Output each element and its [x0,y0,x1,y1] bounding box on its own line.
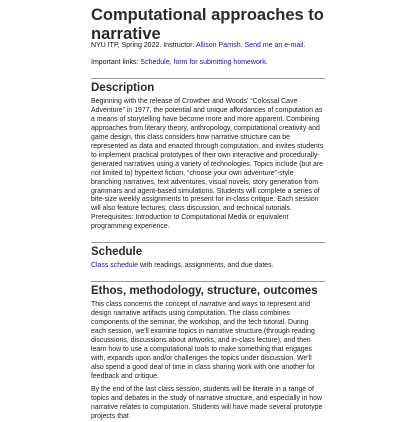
page-title: Computational approaches to narrative [91,6,324,43]
description-heading: Description [91,82,155,94]
schedule-text [91,262,325,271]
email-link[interactable]: Send me an e-mail [244,42,304,49]
instructor-separator: . [240,42,245,49]
ethos-paragraph-1 [91,301,325,382]
course-meta-suffix: . [303,42,306,49]
important-links-separator: , [169,59,174,66]
section-divider [91,281,325,282]
section-divider [91,78,325,79]
important-links-suffix: . [265,59,268,66]
course-meta [91,41,325,51]
homework-form-link[interactable]: form for submitting homework [173,59,266,66]
important-links-label: Important links: [91,59,139,66]
section-divider [91,242,325,243]
schedule-text-rest: with readings, assignments, and due dates. [138,262,274,269]
ethos-p1-before: This class concerns the concept of [91,301,200,308]
ethos-paragraph-2: By the end of the last class session, students will be literate in a range of topics and debates in the study of narrative structure, and especially in how narrative relates to computation. Students will have made several prototype projects that [91,386,323,420]
narrative-emphasis: narrative [199,301,227,308]
ethos-heading: Ethos, methodology, structure, outcomes [91,285,318,297]
instructor-link[interactable]: Allison Parrish [195,42,241,49]
important-links [91,58,325,68]
ethos-p1-after: and ways to represent and design narrative artifacts using computation. The class combines components of the seminar, the workshop, and the tech tutorial. During each session, we'll examine topics in narrative structure (through reading discussions, discussions about artworks, and in-class lecture), and then learn how to use a computational tools to make something that engages with, expands upon and/or challenges the topics under discussion. We'll also spend a good deal of time in class sharing work with one another for feedback and critique. [91,301,316,380]
schedule-heading: Schedule [91,246,143,258]
class-schedule-link[interactable]: Class schedule [91,262,139,269]
course-meta-prefix: NYU ITP, Spring 2022. Instructor: [91,42,195,49]
description-text: Beginning with the release of Crowther and Woods' “Colossal Cave Adventure” in 1977, the potential and unique affordances of computation as a means of storytelling have become more and more apparent. Combining approaches from literary theory, anthropology, computational creativity and game design, this class considers how narrative structure can be represented as data and enacted through computation, and invites students to implement practical prototypes of their own interactive and procedurally-generated narratives using a variety of technologies. Topics include (but are not limited to) hypertext fiction, “choose your own adventure”-style branching narratives, text adventures, visual novels, story generation from grammars and agent-based simulations. Students will complete a series of bite-size weekly assignments to present for in-class critique. Each session will also feature lectures, class discussion, and technical tutorials. Prerequisites: Introduction to Computational Media or equivalent programming experience. [91,98,324,231]
schedule-link[interactable]: Schedule [140,59,170,66]
